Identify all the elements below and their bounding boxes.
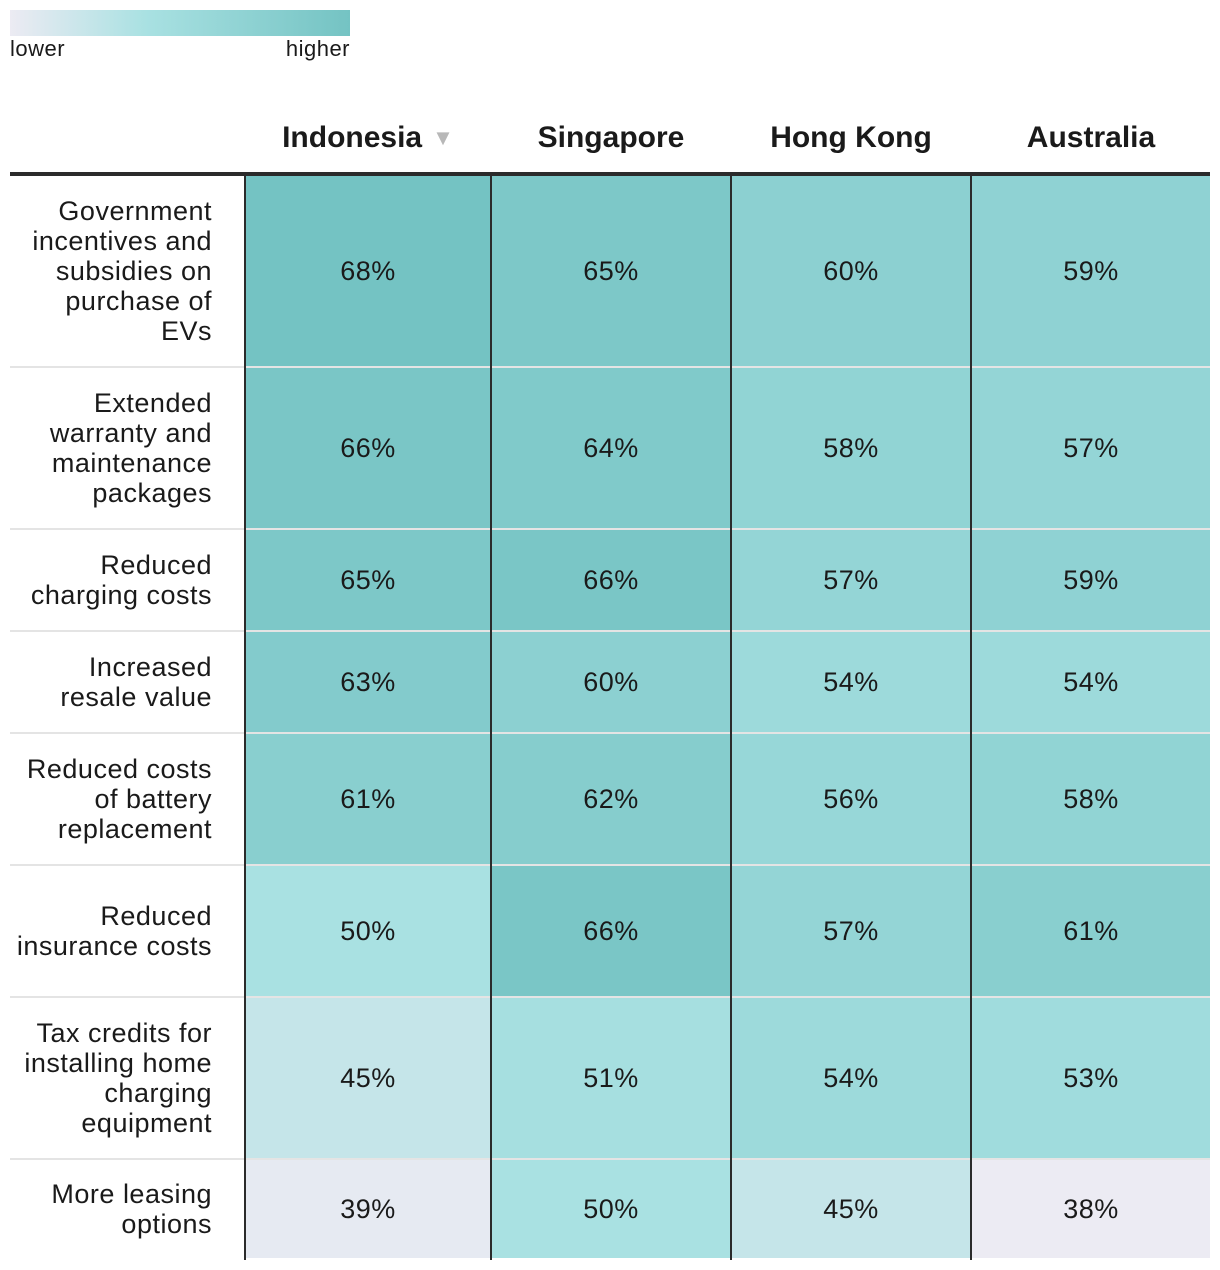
heatmap-cell: 57% <box>732 530 970 630</box>
column-header-indonesia[interactable] <box>246 118 490 158</box>
table-row <box>10 866 1210 998</box>
heatmap-cell: 61% <box>246 734 490 864</box>
column-divider <box>730 174 732 1260</box>
heatmap-cell: 57% <box>732 866 970 996</box>
heatmap-cell: 50% <box>492 1160 730 1258</box>
column-header-label: Australia <box>1026 121 1156 154</box>
row-label: More leasing options <box>51 1179 212 1239</box>
heatmap-cell: 53% <box>972 998 1210 1158</box>
row-label: Reduced charging costs <box>30 550 212 610</box>
heatmap-cell: 38% <box>972 1160 1210 1258</box>
heatmap-cell: 39% <box>246 1160 490 1258</box>
heatmap-cell: 66% <box>492 530 730 630</box>
heatmap-cell: 66% <box>246 368 490 528</box>
heatmap-cell: 65% <box>246 530 490 630</box>
column-divider <box>970 174 972 1260</box>
heatmap-cell: 64% <box>492 368 730 528</box>
heatmap-cell: 54% <box>732 998 970 1158</box>
column-header-singapore[interactable] <box>492 118 730 158</box>
heatmap-cell: 58% <box>972 734 1210 864</box>
sort-desc-icon[interactable]: ▼ <box>432 125 454 150</box>
heatmap-cell: 45% <box>732 1160 970 1258</box>
heatmap-cell: 66% <box>492 866 730 996</box>
heatmap-cell: 60% <box>492 632 730 732</box>
column-header-label: Singapore <box>537 121 685 154</box>
row-label: Tax credits for installing home charging equipment <box>24 1018 212 1138</box>
column-divider <box>490 174 492 1260</box>
heatmap-cell: 60% <box>732 176 970 366</box>
column-header-hong-kong[interactable] <box>732 118 970 158</box>
row-label: Reduced costs of battery replacement <box>26 754 212 844</box>
table-row <box>10 530 1210 632</box>
table-row <box>10 632 1210 734</box>
heatmap-cell: 54% <box>732 632 970 732</box>
table-row <box>10 1160 1210 1258</box>
table-row <box>10 998 1210 1160</box>
heatmap-cell: 45% <box>246 998 490 1158</box>
row-label: Reduced insurance costs <box>16 901 212 961</box>
table-row <box>10 368 1210 530</box>
heatmap-cell: 57% <box>972 368 1210 528</box>
row-label: Increased resale value <box>60 652 212 712</box>
header-row <box>10 100 1210 176</box>
heatmap-cell: 59% <box>972 530 1210 630</box>
table-row <box>10 734 1210 866</box>
heatmap-cell: 61% <box>972 866 1210 996</box>
table-body <box>10 176 1210 1258</box>
heatmap-cell: 65% <box>492 176 730 366</box>
color-legend <box>10 10 350 62</box>
column-divider <box>244 174 246 1260</box>
row-label: Government incentives and subsidies on purchase of EVs <box>32 196 212 346</box>
column-header-label: Indonesia <box>282 121 423 154</box>
heatmap-cell: 51% <box>492 998 730 1158</box>
column-header-australia[interactable] <box>972 118 1210 158</box>
legend-low-label: lower <box>10 36 66 61</box>
legend-high-label: higher <box>285 36 350 61</box>
column-header-label: Hong Kong <box>770 121 932 154</box>
heatmap-cell: 54% <box>972 632 1210 732</box>
heatmap-cell: 63% <box>246 632 490 732</box>
table-row <box>10 176 1210 368</box>
heatmap-cell: 58% <box>732 368 970 528</box>
legend-gradient-bar <box>10 10 350 36</box>
heatmap-cell: 50% <box>246 866 490 996</box>
heatmap-cell: 68% <box>246 176 490 366</box>
heatmap-cell: 59% <box>972 176 1210 366</box>
heatmap-cell: 56% <box>732 734 970 864</box>
row-label: Extended warranty and maintenance packages <box>49 388 212 508</box>
heatmap-cell: 62% <box>492 734 730 864</box>
heatmap-table <box>10 100 1210 1258</box>
